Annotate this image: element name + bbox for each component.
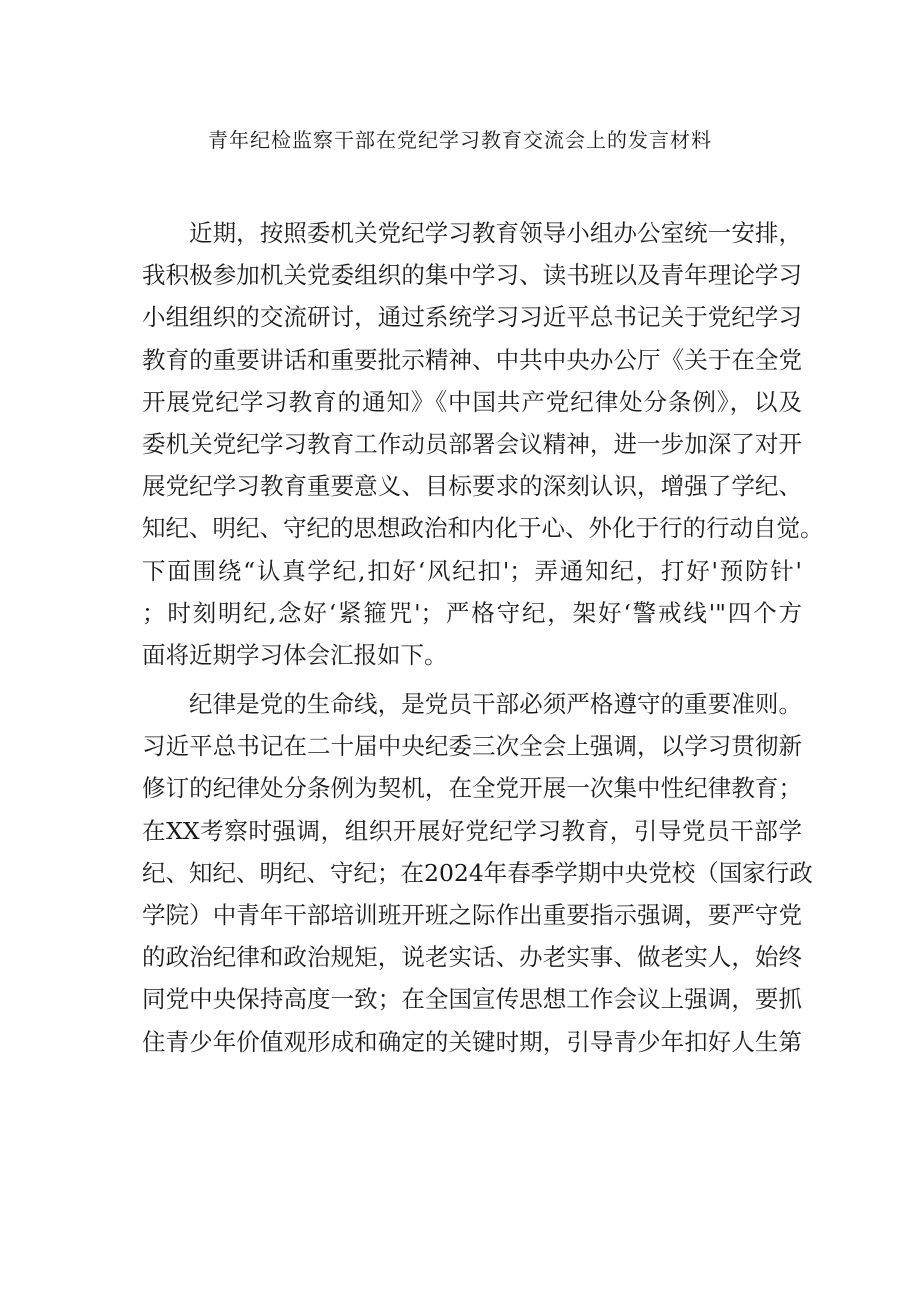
paragraph-2 — [142, 683, 813, 1063]
paragraph-line: 委机关党纪学习教育工作动员部署会议精神，进一步加深了对开 — [142, 429, 802, 458]
paragraph-line: ；时刻明纪,念好‘紧箍咒'；严格守纪，架好‘警戒线'"四个方 — [142, 598, 802, 627]
paragraph-line: 的政治纪律和政治规矩，说老实话、办老实事、做老实人，始终 — [142, 943, 802, 972]
paragraph-line: 下面围绕“认真学纪,扣好‘风纪扣'；弄通知纪，打好'预防针' — [142, 556, 802, 585]
document-body — [142, 212, 824, 1063]
paragraph-line: 习近平总书记在二十届中央纪委三次全会上强调，以学习贯彻新 — [142, 732, 802, 761]
paragraph-line: 小组组织的交流研讨，通过系统学习习近平总书记关于党纪学习 — [142, 303, 802, 332]
paragraph-line: 我积极参加机关党委组织的集中学习、读书班以及青年理论学习 — [142, 261, 802, 290]
paragraph-line: 面将近期学习体会汇报如下。 — [142, 640, 448, 669]
paragraph-line: 纪、知纪、明纪、守纪；在2024年春季学期中央党校（国家行政 — [142, 858, 813, 887]
paragraph-line: 在XX考察时强调，组织开展好党纪学习教育，引导党员干部学 — [142, 816, 802, 845]
paragraph-1 — [142, 212, 824, 676]
paragraph-line: 展党纪学习教育重要意义、目标要求的深刻认识，增强了学纪、 — [142, 472, 802, 501]
paragraph-line: 修订的纪律处分条例为契机，在全党开展一次集中性纪律教育； — [142, 774, 802, 803]
document-title: 青年纪检监察干部在党纪学习教育交流会上的发言材料 — [208, 128, 712, 152]
paragraph-line: 住青少年价值观形成和确定的关键时期，引导青少年扣好人生第 — [142, 1027, 802, 1056]
paragraph-spacer — [142, 676, 802, 683]
paragraph-line: 近期，按照委机关党纪学习教育领导小组办公室统一安排， — [189, 219, 802, 247]
paragraph-line: 知纪、明纪、守纪的思想政治和内化于心、外化于行的行动自觉。 — [142, 514, 824, 543]
paragraph-line: 纪律是党的生命线，是党员干部必须严格遵守的重要准则。 — [189, 690, 802, 719]
paragraph-line: 开展党纪学习教育的通知》《中国共产党纪律处分条例》，以及 — [142, 387, 802, 416]
paragraph-line: 学院）中青年干部培训班开班之际作出重要指示强调，要严守党 — [142, 901, 802, 929]
paragraph-line: 教育的重要讲话和重要批示精神、中共中央办公厅《关于在全党 — [142, 345, 802, 374]
paragraph-line: 同党中央保持高度一致；在全国宣传思想工作会议上强调，要抓 — [142, 985, 802, 1014]
